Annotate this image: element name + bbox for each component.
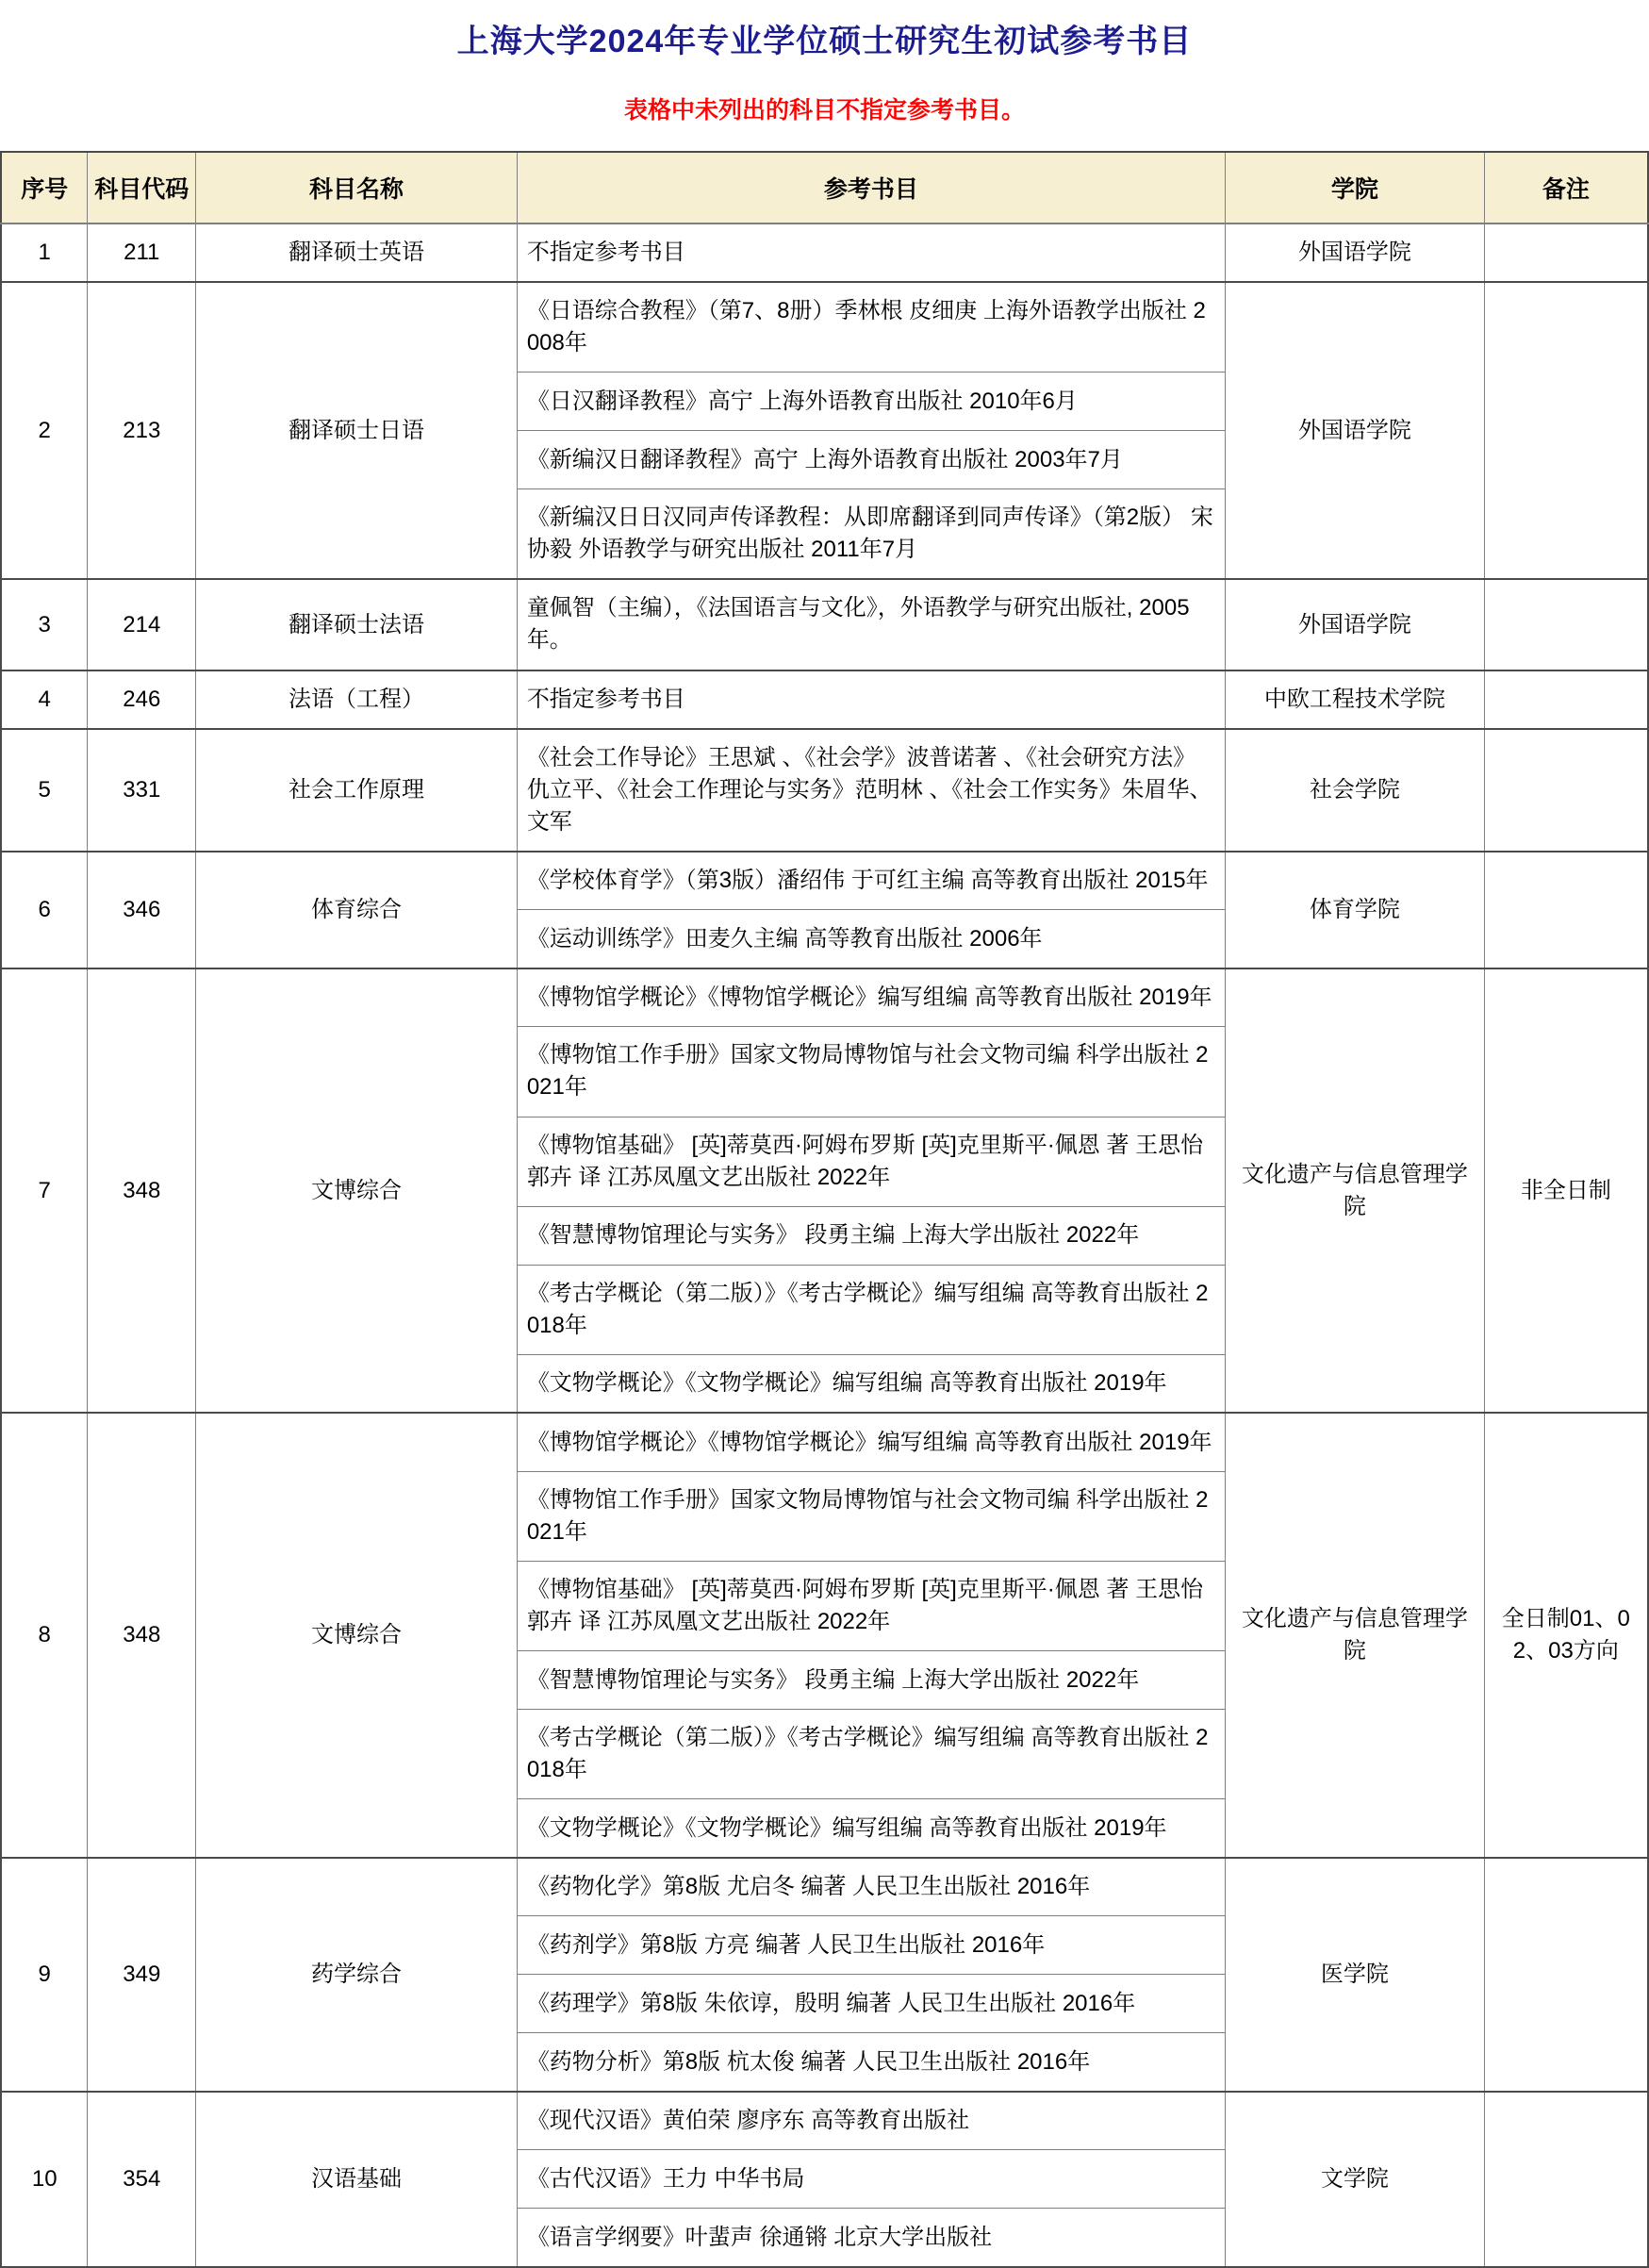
table-row [1,282,1648,372]
book-cell: 《社会工作导论》王思斌 、《社会学》波普诺著 、《社会研究方法》仇立平、《社会工作理论与实务》范明林 、《社会工作实务》朱眉华、文军 [517,729,1225,852]
book-cell: 童佩智（主编），《法国语言与文化》，外语教学与研究出版社, 2005年。 [517,579,1225,670]
column-header-5: 学院 [1226,152,1485,223]
note-cell [1484,579,1648,670]
college-cell: 外国语学院 [1226,223,1485,282]
column-header-4: 参考书目 [517,152,1225,223]
book-cell: 《博物馆基础》 [英]蒂莫西·阿姆布罗斯 [英]克里斯平·佩恩 著 王思怡 郭卉 译 江苏凤凰文艺出版社 2022年 [517,1561,1225,1650]
table-header-row [1,152,1648,223]
book-cell: 不指定参考书目 [517,223,1225,282]
college-cell: 文化遗产与信息管理学院 [1226,1413,1485,1857]
book-cell: 《智慧博物馆理论与实务》 段勇主编 上海大学出版社 2022年 [517,1651,1225,1710]
table-row [1,2092,1648,2150]
book-cell: 《智慧博物馆理论与实务》 段勇主编 上海大学出版社 2022年 [517,1206,1225,1265]
subject-name-cell: 文博综合 [196,968,518,1413]
table-row [1,968,1648,1027]
page-title: 上海大学2024年专业学位硕士研究生初试参考书目 [456,24,1193,59]
subject-name-cell: 翻译硕士法语 [196,579,518,670]
subject-name-cell: 药学综合 [196,1858,518,2092]
table-row [1,729,1648,852]
book-cell: 《文物学概论》《文物学概论》编写组编 高等教育出版社 2019年 [517,1354,1225,1413]
book-cell: 《文物学概论》《文物学概论》编写组编 高等教育出版社 2019年 [517,1799,1225,1858]
book-cell: 《日汉翻译教程》高宁 上海外语教育出版社 2010年6月 [517,372,1225,431]
book-cell: 《古代汉语》王力 中华书局 [517,2150,1225,2209]
subject-name-cell: 文博综合 [196,1413,518,1857]
book-cell: 《新编汉日翻译教程》高宁 上海外语教育出版社 2003年7月 [517,431,1225,489]
college-cell: 文化遗产与信息管理学院 [1226,968,1485,1413]
row-number-cell: 3 [1,579,88,670]
row-number-cell: 2 [1,282,88,579]
subject-code-cell: 346 [88,852,196,968]
note-cell [1484,282,1648,579]
book-cell: 《药剂学》第8版 方亮 编著 人民卫生出版社 2016年 [517,1916,1225,1975]
subject-name-cell: 翻译硕士英语 [196,223,518,282]
note-cell [1484,670,1648,729]
subject-code-cell: 213 [88,282,196,579]
row-number-cell: 4 [1,670,88,729]
book-cell: 《药物分析》第8版 杭太俊 编著 人民卫生出版社 2016年 [517,2033,1225,2092]
reference-books-table [0,151,1649,2268]
row-number-cell: 5 [1,729,88,852]
table-row [1,579,1648,670]
note-cell [1484,1858,1648,2092]
subject-name-cell: 翻译硕士日语 [196,282,518,579]
book-cell: 《博物馆工作手册》国家文物局博物馆与社会文物司编 科学出版社 2021年 [517,1027,1225,1117]
book-cell: 《博物馆工作手册》国家文物局博物馆与社会文物司编 科学出版社 2021年 [517,1471,1225,1561]
subject-code-cell: 348 [88,1413,196,1857]
column-header-2: 科目代码 [88,152,196,223]
college-cell: 外国语学院 [1226,282,1485,579]
note-cell: 全日制01、02、03方向 [1484,1413,1648,1857]
subject-name-cell: 体育综合 [196,852,518,968]
subject-name-cell: 法语（工程） [196,670,518,729]
college-cell: 外国语学院 [1226,579,1485,670]
row-number-cell: 1 [1,223,88,282]
column-header-6: 备注 [1484,152,1648,223]
column-header-3: 科目名称 [196,152,518,223]
subject-code-cell: 354 [88,2092,196,2267]
college-cell: 体育学院 [1226,852,1485,968]
page [0,15,1649,2268]
column-header-1: 序号 [1,152,88,223]
book-cell: 《博物馆学概论》《博物馆学概论》编写组编 高等教育出版社 2019年 [517,968,1225,1027]
table-row [1,223,1648,282]
table-header [1,152,1648,223]
table-row [1,852,1648,910]
subject-code-cell: 246 [88,670,196,729]
book-cell: 《运动训练学》田麦久主编 高等教育出版社 2006年 [517,910,1225,968]
book-cell: 《新编汉日日汉同声传译教程：从即席翻译到同声传译》（第2版） 宋 协毅 外语教学与研究出版社 2011年7月 [517,489,1225,580]
table-row [1,1858,1648,1916]
table-body [1,223,1648,2267]
subject-code-cell: 331 [88,729,196,852]
table-row [1,670,1648,729]
college-cell: 文学院 [1226,2092,1485,2267]
book-cell: 《考古学概论（第二版）》《考古学概论》编写组编 高等教育出版社 2018年 [517,1265,1225,1354]
college-cell: 医学院 [1226,1858,1485,2092]
book-cell: 《博物馆基础》 [英]蒂莫西·阿姆布罗斯 [英]克里斯平·佩恩 著 王思怡 郭卉 译 江苏凤凰文艺出版社 2022年 [517,1117,1225,1206]
note-cell [1484,729,1648,852]
row-number-cell: 8 [1,1413,88,1857]
subject-code-cell: 348 [88,968,196,1413]
note-cell [1484,852,1648,968]
book-cell: 《现代汉语》黄伯荣 廖序东 高等教育出版社 [517,2092,1225,2150]
subject-name-cell: 社会工作原理 [196,729,518,852]
note-cell: 非全日制 [1484,968,1648,1413]
college-cell: 社会学院 [1226,729,1485,852]
subject-name-cell: 汉语基础 [196,2092,518,2267]
note-cell [1484,2092,1648,2267]
row-number-cell: 6 [1,852,88,968]
page-subtitle: 表格中未列出的科目不指定参考书目。 [623,97,1025,124]
subject-code-cell: 349 [88,1858,196,2092]
college-cell: 中欧工程技术学院 [1226,670,1485,729]
row-number-cell: 10 [1,2092,88,2267]
row-number-cell: 7 [1,968,88,1413]
book-cell: 《语言学纲要》叶蜚声 徐通锵 北京大学出版社 [517,2209,1225,2267]
book-cell: 《考古学概论（第二版）》《考古学概论》编写组编 高等教育出版社 2018年 [517,1710,1225,1799]
book-cell: 不指定参考书目 [517,670,1225,729]
subject-code-cell: 211 [88,223,196,282]
note-cell [1484,223,1648,282]
book-cell: 《药理学》第8版 朱依谆，殷明 编著 人民卫生出版社 2016年 [517,1975,1225,2033]
book-cell: 《博物馆学概论》《博物馆学概论》编写组编 高等教育出版社 2019年 [517,1413,1225,1471]
table-row [1,1413,1648,1471]
book-cell: 《药物化学》第8版 尤启冬 编著 人民卫生出版社 2016年 [517,1858,1225,1916]
book-cell: 《学校体育学》（第3版）潘绍伟 于可红主编 高等教育出版社 2015年 [517,852,1225,910]
row-number-cell: 9 [1,1858,88,2092]
subject-code-cell: 214 [88,579,196,670]
book-cell: 《日语综合教程》（第7、8册）季林根 皮细庚 上海外语教学出版社 2008年 [517,282,1225,372]
